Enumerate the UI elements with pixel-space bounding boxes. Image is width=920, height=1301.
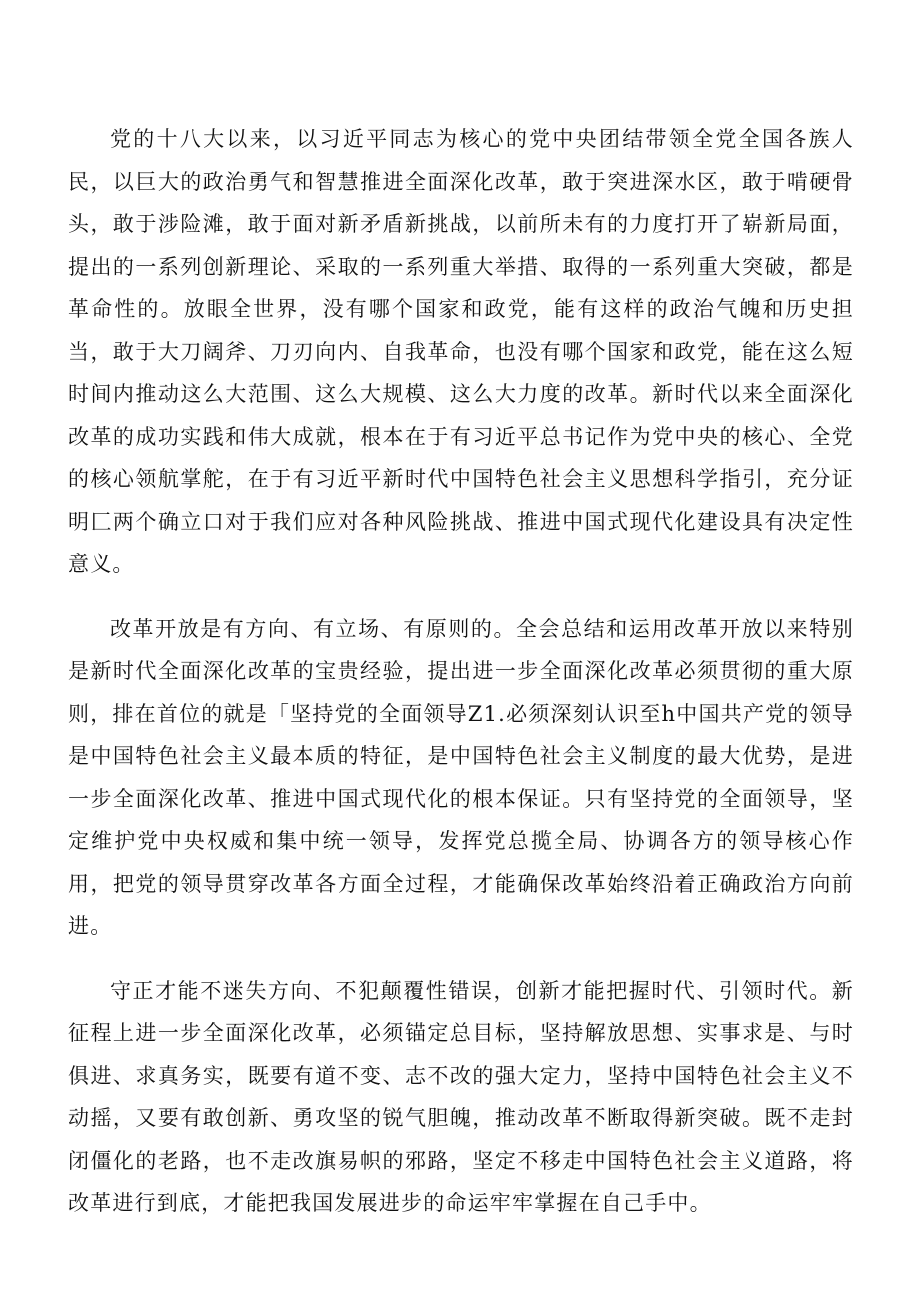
paragraph-3: 守正才能不迷失方向、不犯颠覆性错误，创新才能把握时代、引领时代。新征程上进一步全面深化改革，必须锚定总目标，坚持解放思想、实事求是、与时俱进、求真务实，既要有道不变、志不改的强大定力，坚持中国特色社会主义不动摇，又要有敢创新、勇攻坚的锐气胆魄，推动改革不断取得新突破。既不走封闭僵化的老路，也不走改旗易帜的邪路，坚定不移走中国特色社会主义道路，将改革进行到底，才能把我国发展进步的命运牢牢掌握在自己手中。 bbox=[68, 978, 854, 1215]
paragraph-2: 改革开放是有方向、有立场、有原则的。全会总结和运用改革开放以来特别是新时代全面深化改革的宝贵经验，提出进一步全面深化改革必须贯彻的重大原则，排在首位的就是「坚持党的全面领导Z1.必须深刻认识至h中国共产党的领导是中国特色社会主义最本质的特征，是中国特色社会主义制度的最大优势，是进一步全面深化改革、推进中国式现代化的根本保证。只有坚持党的全面领导，坚定维护党中央权威和集中统一领导，发挥党总揽全局、协调各方的领导核心作用，把党的领导贯穿改革各方面全过程，才能确保改革始终沿着正确政治方向前进。 bbox=[68, 616, 854, 938]
document-body bbox=[68, 118, 854, 1225]
paragraph-1: 党的十八大以来，以习近平同志为核心的党中央团结带领全党全国各族人民，以巨大的政治勇气和智慧推进全面深化改革，敢于突进深水区，敢于啃硬骨头，敢于涉险滩，敢于面对新矛盾新挑战，以前所未有的力度打开了崭新局面，提出的一系列创新理论、采取的一系列重大举措、取得的一系列重大突破，都是革命性的。放眼全世界，没有哪个国家和政党，能有这样的政治气魄和历史担当，敢于大刀阔斧、刀刃向内、自我革命，也没有哪个国家和政党，能在这么短时间内推动这么大范围、这么大规模、这么大力度的改革。新时代以来全面深化改革的成功实践和伟大成就，根本在于有习近平总书记作为党中央的核心、全党的核心领航掌舵，在于有习近平新时代中国特色社会主义思想科学指引，充分证明匚两个确立口对于我们应对各种风险挑战、推进中国式现代化建设具有决定性意义。 bbox=[68, 127, 854, 576]
